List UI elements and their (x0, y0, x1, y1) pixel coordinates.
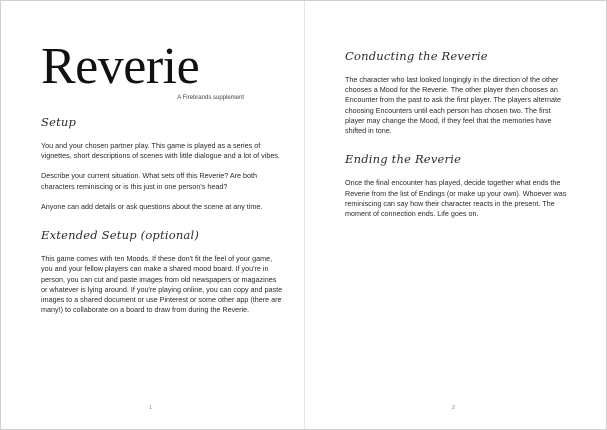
document-title: Reverie (41, 38, 200, 95)
left-page-number: 1 (149, 405, 152, 411)
setup-paragraph-2: Describe your current situation. What sets off this Reverie? Are both characters reminiscing or is this just in one person's head? (41, 171, 257, 191)
left-page (1, 1, 304, 429)
setup-heading: Setup (41, 115, 77, 129)
ending-paragraph: Once the final encounter has played, decide together what ends the Reverie from the list of Endings (or make up your own). Whoever was reminiscing can say how their character reacts in the present. The moment of connection ends. Life goes on. (345, 178, 567, 218)
extended-setup-heading: Extended Setup (optional) (41, 228, 200, 243)
ending-heading: Ending the Reverie (345, 152, 462, 167)
right-page (305, 1, 607, 429)
setup-paragraph-3: Anyone can add details or ask questions about the scene at any time. (41, 201, 263, 211)
document-subtitle: A Firebrands supplement (177, 95, 244, 101)
conducting-paragraph: The character who last looked longingly in the direction of the other chooses a Mood for the Reverie. The other player then chooses an Encounter from the past to ask the first player. The players alternate choosing Encounters until each person has chosen two. The first player may change the Mood, if they feel that the memories have shifted in tone. (345, 75, 562, 136)
setup-paragraph-1: You and your chosen partner play. This game is played as a series of vignettes, short descriptions of scenes with little dialogue and a lot of vibes. (41, 141, 280, 161)
extended-setup-paragraph: This game comes with ten Moods. If these don't fit the feel of your game, you and your fellow players can make a shared mood board. If you're in person, you can cut and paste images from old newspapers or magazines or whatever is lying around. If you're playing online, you can copy and paste images to a shared document or use Pinterest or some other app (there are many!) to collaborate on a board to draw from during the Reverie. (41, 254, 283, 315)
conducting-heading: Conducting the Reverie (345, 49, 488, 63)
right-page-number: 2 (452, 405, 455, 411)
